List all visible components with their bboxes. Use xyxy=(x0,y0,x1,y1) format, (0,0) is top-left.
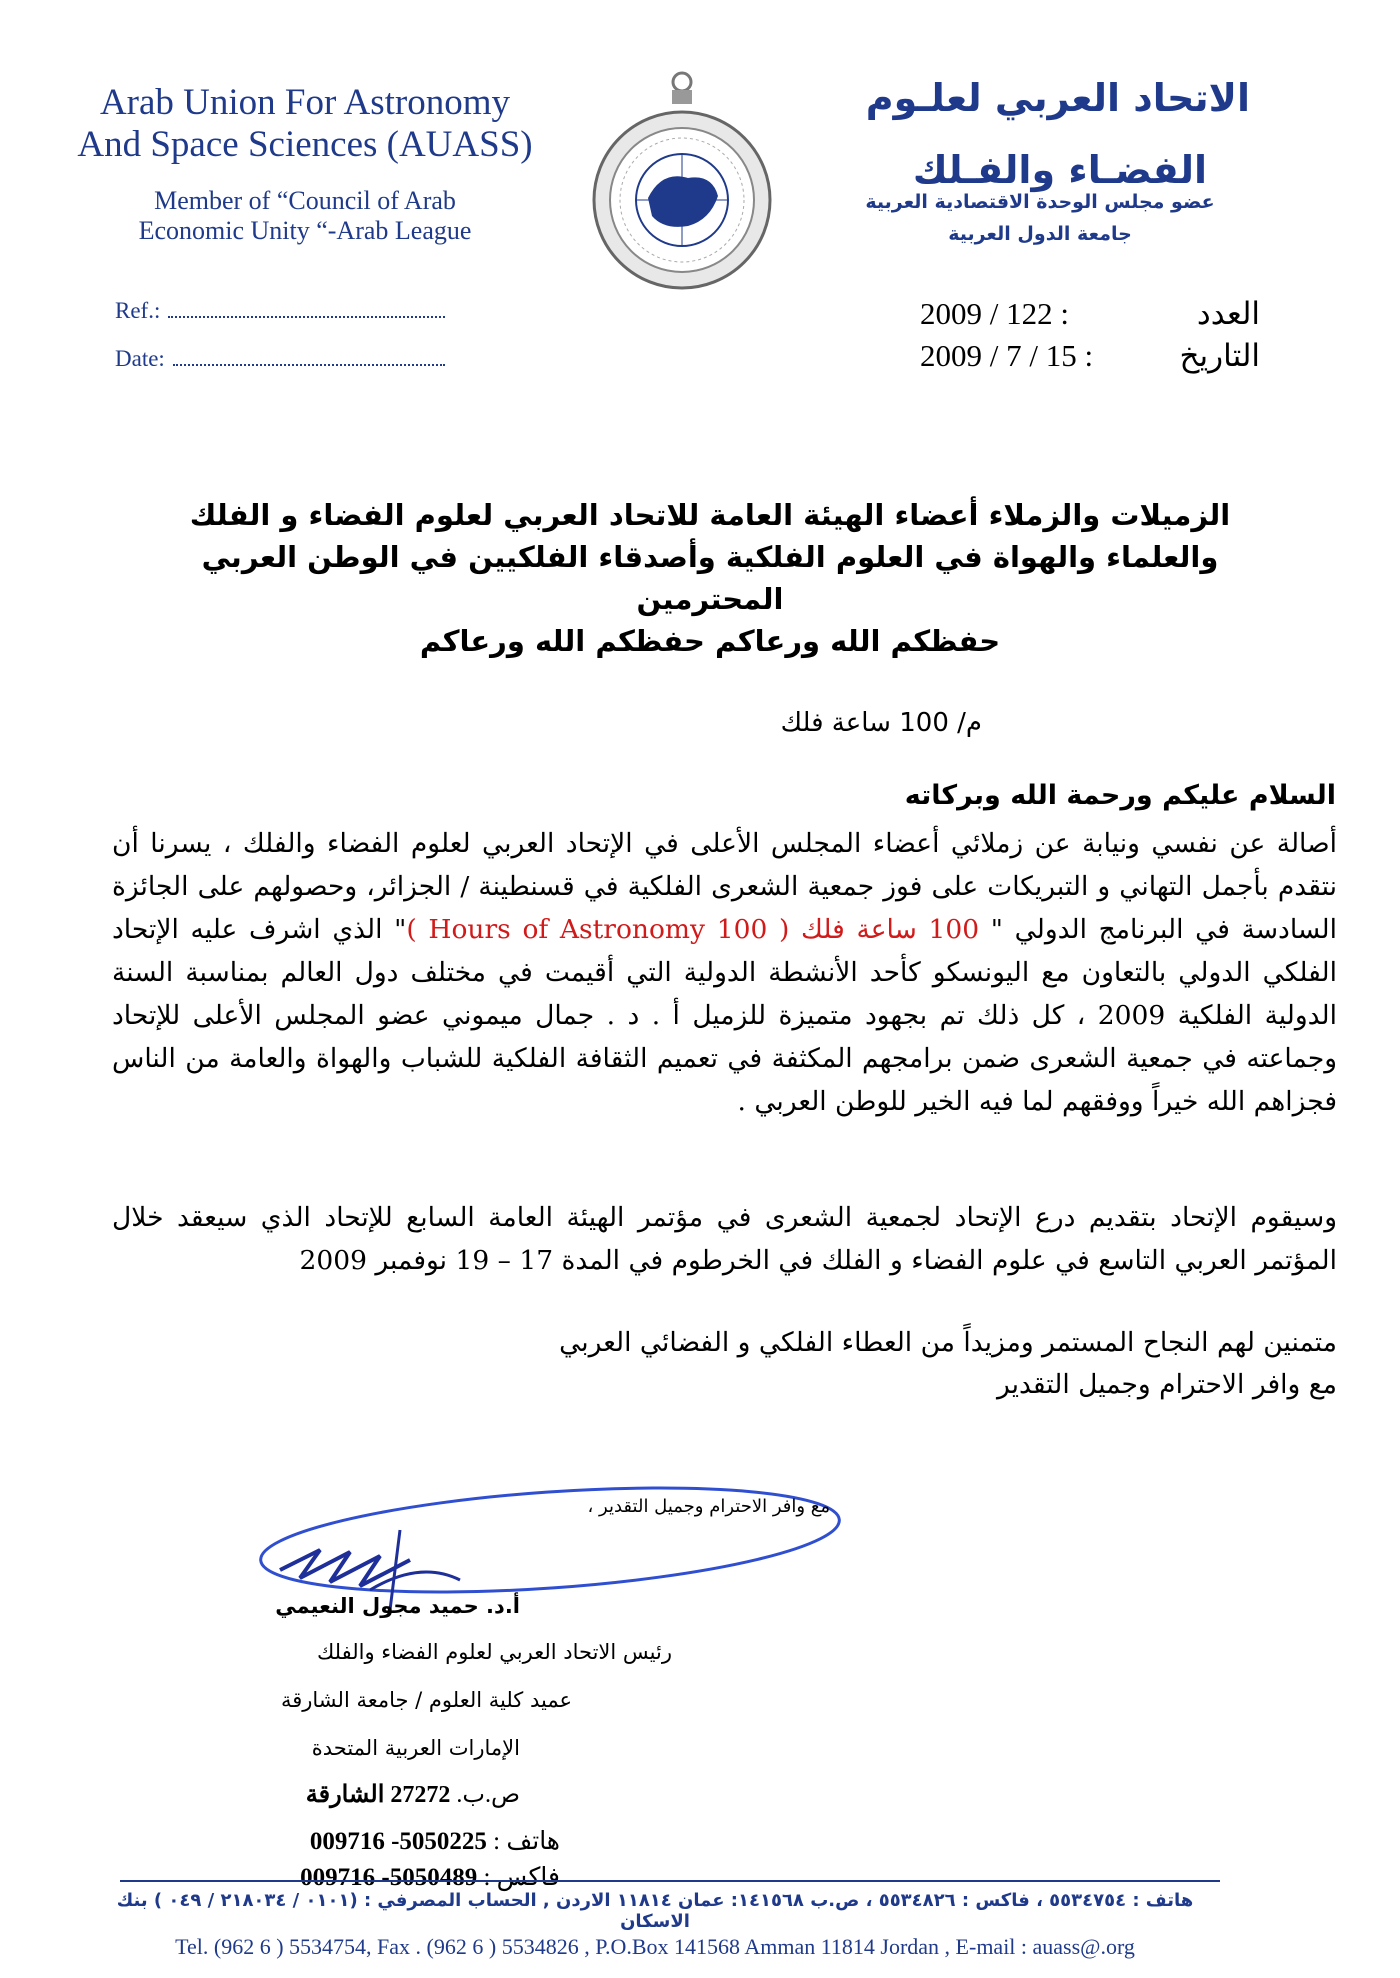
letterhead-en-member-line1: Member of “Council of Arab xyxy=(154,186,456,215)
addressee-line4: حفظكم الله ورعاكم حفظكم الله ورعاكم xyxy=(419,624,1001,658)
closing-line2: مع وافر الاحترام وجميل التقدير xyxy=(997,1369,1337,1400)
letterhead-ar-member-line2: جامعة الدول العربية xyxy=(948,223,1132,245)
pobox-label: ص.ب. xyxy=(456,1782,520,1808)
letterhead-ar-title xyxy=(830,62,1250,206)
fax-value: 009716 -5050489 xyxy=(300,1864,478,1891)
signatory-name: أ.د. حميد مجول النعيمي xyxy=(275,1594,520,1618)
signatory-title1: رئيس الاتحاد العربي لعلوم الفضاء والفلك xyxy=(316,1640,672,1664)
footer-contact-ar: هاتف : ٥٥٣٤٧٥٤ ، فاكس : ٥٥٣٤٨٢٦ ، ص.ب ١٤١٥٦٨: عمان ١١٨١٤ الاردن , الحساب المصرفي : (٠١٠١ / ٢١٨٠٣٤ / ٠٤٩ ) بنك الاسكان xyxy=(116,1890,1194,1932)
letterhead-en-member-line2: Economic Unity “-Arab League xyxy=(138,216,472,245)
letterhead-ar-member xyxy=(830,186,1250,250)
subject-line: م/ 100 ساعة فلك xyxy=(780,708,982,738)
date-row-ar xyxy=(920,338,1260,374)
date-label: Date: xyxy=(115,346,165,371)
signatory-country: الإمارات العربية المتحدة xyxy=(311,1736,520,1760)
auass-emblem-icon xyxy=(592,70,772,300)
letterhead-en-title-line2: And Space Sciences (AUASS) xyxy=(77,124,533,165)
addressee-line2: والعلماء والهواة في العلوم الفلكية وأصدقاء الفلكيين في الوطن العربي xyxy=(201,540,1219,574)
footer-divider xyxy=(120,1880,1220,1882)
date-value: 2009 / 7 / 15 : xyxy=(920,338,1094,373)
signatory-pobox xyxy=(306,1780,520,1809)
program-name-highlight: 100 ساعة فلك ( 100 Hours of Astronomy ) xyxy=(406,914,980,945)
greeting-line: السلام عليكم ورحمة الله وبركاته xyxy=(904,780,1336,811)
ref-field xyxy=(115,298,445,324)
ref-label: Ref.: xyxy=(115,298,161,323)
number-row xyxy=(920,296,1260,332)
fax-label: فاكس : xyxy=(483,1864,560,1891)
letterhead-ar-title-line2: الفضـاء والفـلك xyxy=(912,148,1208,192)
letterhead-ar-member-line1: عضو مجلس الوحدة الاقتصادية العربية xyxy=(865,191,1215,213)
phone-label: هاتف : xyxy=(493,1828,560,1855)
number-value: 2009 / 122 : xyxy=(920,296,1069,331)
paragraph-conference: وسيقوم الإتحاد بتقديم درع الإتحاد لجمعية الشعرى في مؤتمر الهيئة العامة السابع للإتحاد الذي سيعقد خلال المؤتمر العربي التاسع في علوم الفضاء و الفلك في الخرطوم في المدة 17 – 19 نوفمبر 2009 xyxy=(112,1202,1337,1276)
letterhead-en-title xyxy=(70,82,540,166)
signatory-fax xyxy=(300,1862,560,1892)
pobox-value: 27272 الشارقة xyxy=(305,1782,451,1808)
addressee-block xyxy=(120,494,1300,662)
letterhead-en-title-line1: Arab Union For Astronomy xyxy=(99,82,511,123)
date-dotted-line xyxy=(173,364,445,366)
ref-dotted-line xyxy=(168,316,445,318)
closing-line1: متمنين لهم النجاح المستمر ومزيداً من العطاء الفلكي و الفضائي العربي xyxy=(559,1327,1337,1358)
footer-contact-en: Tel. (962 6 ) 5534754, Fax . (962 6 ) 5534826 , P.O.Box 141568 Amman 11814 Jordan , E-mail : auass@.org xyxy=(175,1934,1135,1959)
addressee-line3: المحترمين xyxy=(636,582,784,616)
paragraph1-part2: " الذي اشرف عليه الإتحاد الفلكي الدولي بالتعاون مع اليونسكو كأحد الأنشطة الدولية التي أقيمت في مختلف دول العالم بمناسبة السنة الدولية الفلكية 2009 ، كل ذلك تم بجهود متميزة للزميل أ . د . جمال ميموني عضو المجلس الأعلى للإتحاد وجماعته في جمعية الشعرى ضمن برامجهم المكثفة في تعميم الثقافة الفلكية للشباب والهواة والعامة من الناس فجزاهم الله خيراً ووفقهم لما فيه الخير للوطن العربي . xyxy=(112,914,1337,1117)
signature-regards: مع وافر الاحترام وجميل التقدير ، xyxy=(587,1496,830,1517)
addressee-line1: الزميلات والزملاء أعضاء الهيئة العامة للاتحاد العربي لعلوم الفضاء و الفلك xyxy=(189,498,1231,532)
phone-value: 009716 -5050225 xyxy=(309,1828,487,1855)
signatory-phone xyxy=(310,1826,560,1856)
paragraph-congratulations xyxy=(112,822,1337,1123)
letterhead-ar-title-line1: الاتحاد العربي لعلـوم xyxy=(865,76,1250,120)
date-label-ar: التاريخ xyxy=(1179,338,1260,373)
number-label: العدد xyxy=(1196,296,1260,331)
letterhead-en-member xyxy=(90,186,520,246)
date-field xyxy=(115,346,445,372)
signatory-title2: عميد كلية العلوم / جامعة الشارقة xyxy=(280,1688,572,1712)
paragraph1-part1: أصالة عن نفسي ونيابة عن زملائي أعضاء المجلس الأعلى في الإتحاد العربي لعلوم الفضاء والفلك ، يسرنا أن نتقدم بأجمل التهاني و التبريكات على فوز جمعية الشعرى الفلكية في قسنطينة / الجزائر، وحصولهم على الجائزة السادسة في البرنامج الدولي " xyxy=(112,828,1337,945)
